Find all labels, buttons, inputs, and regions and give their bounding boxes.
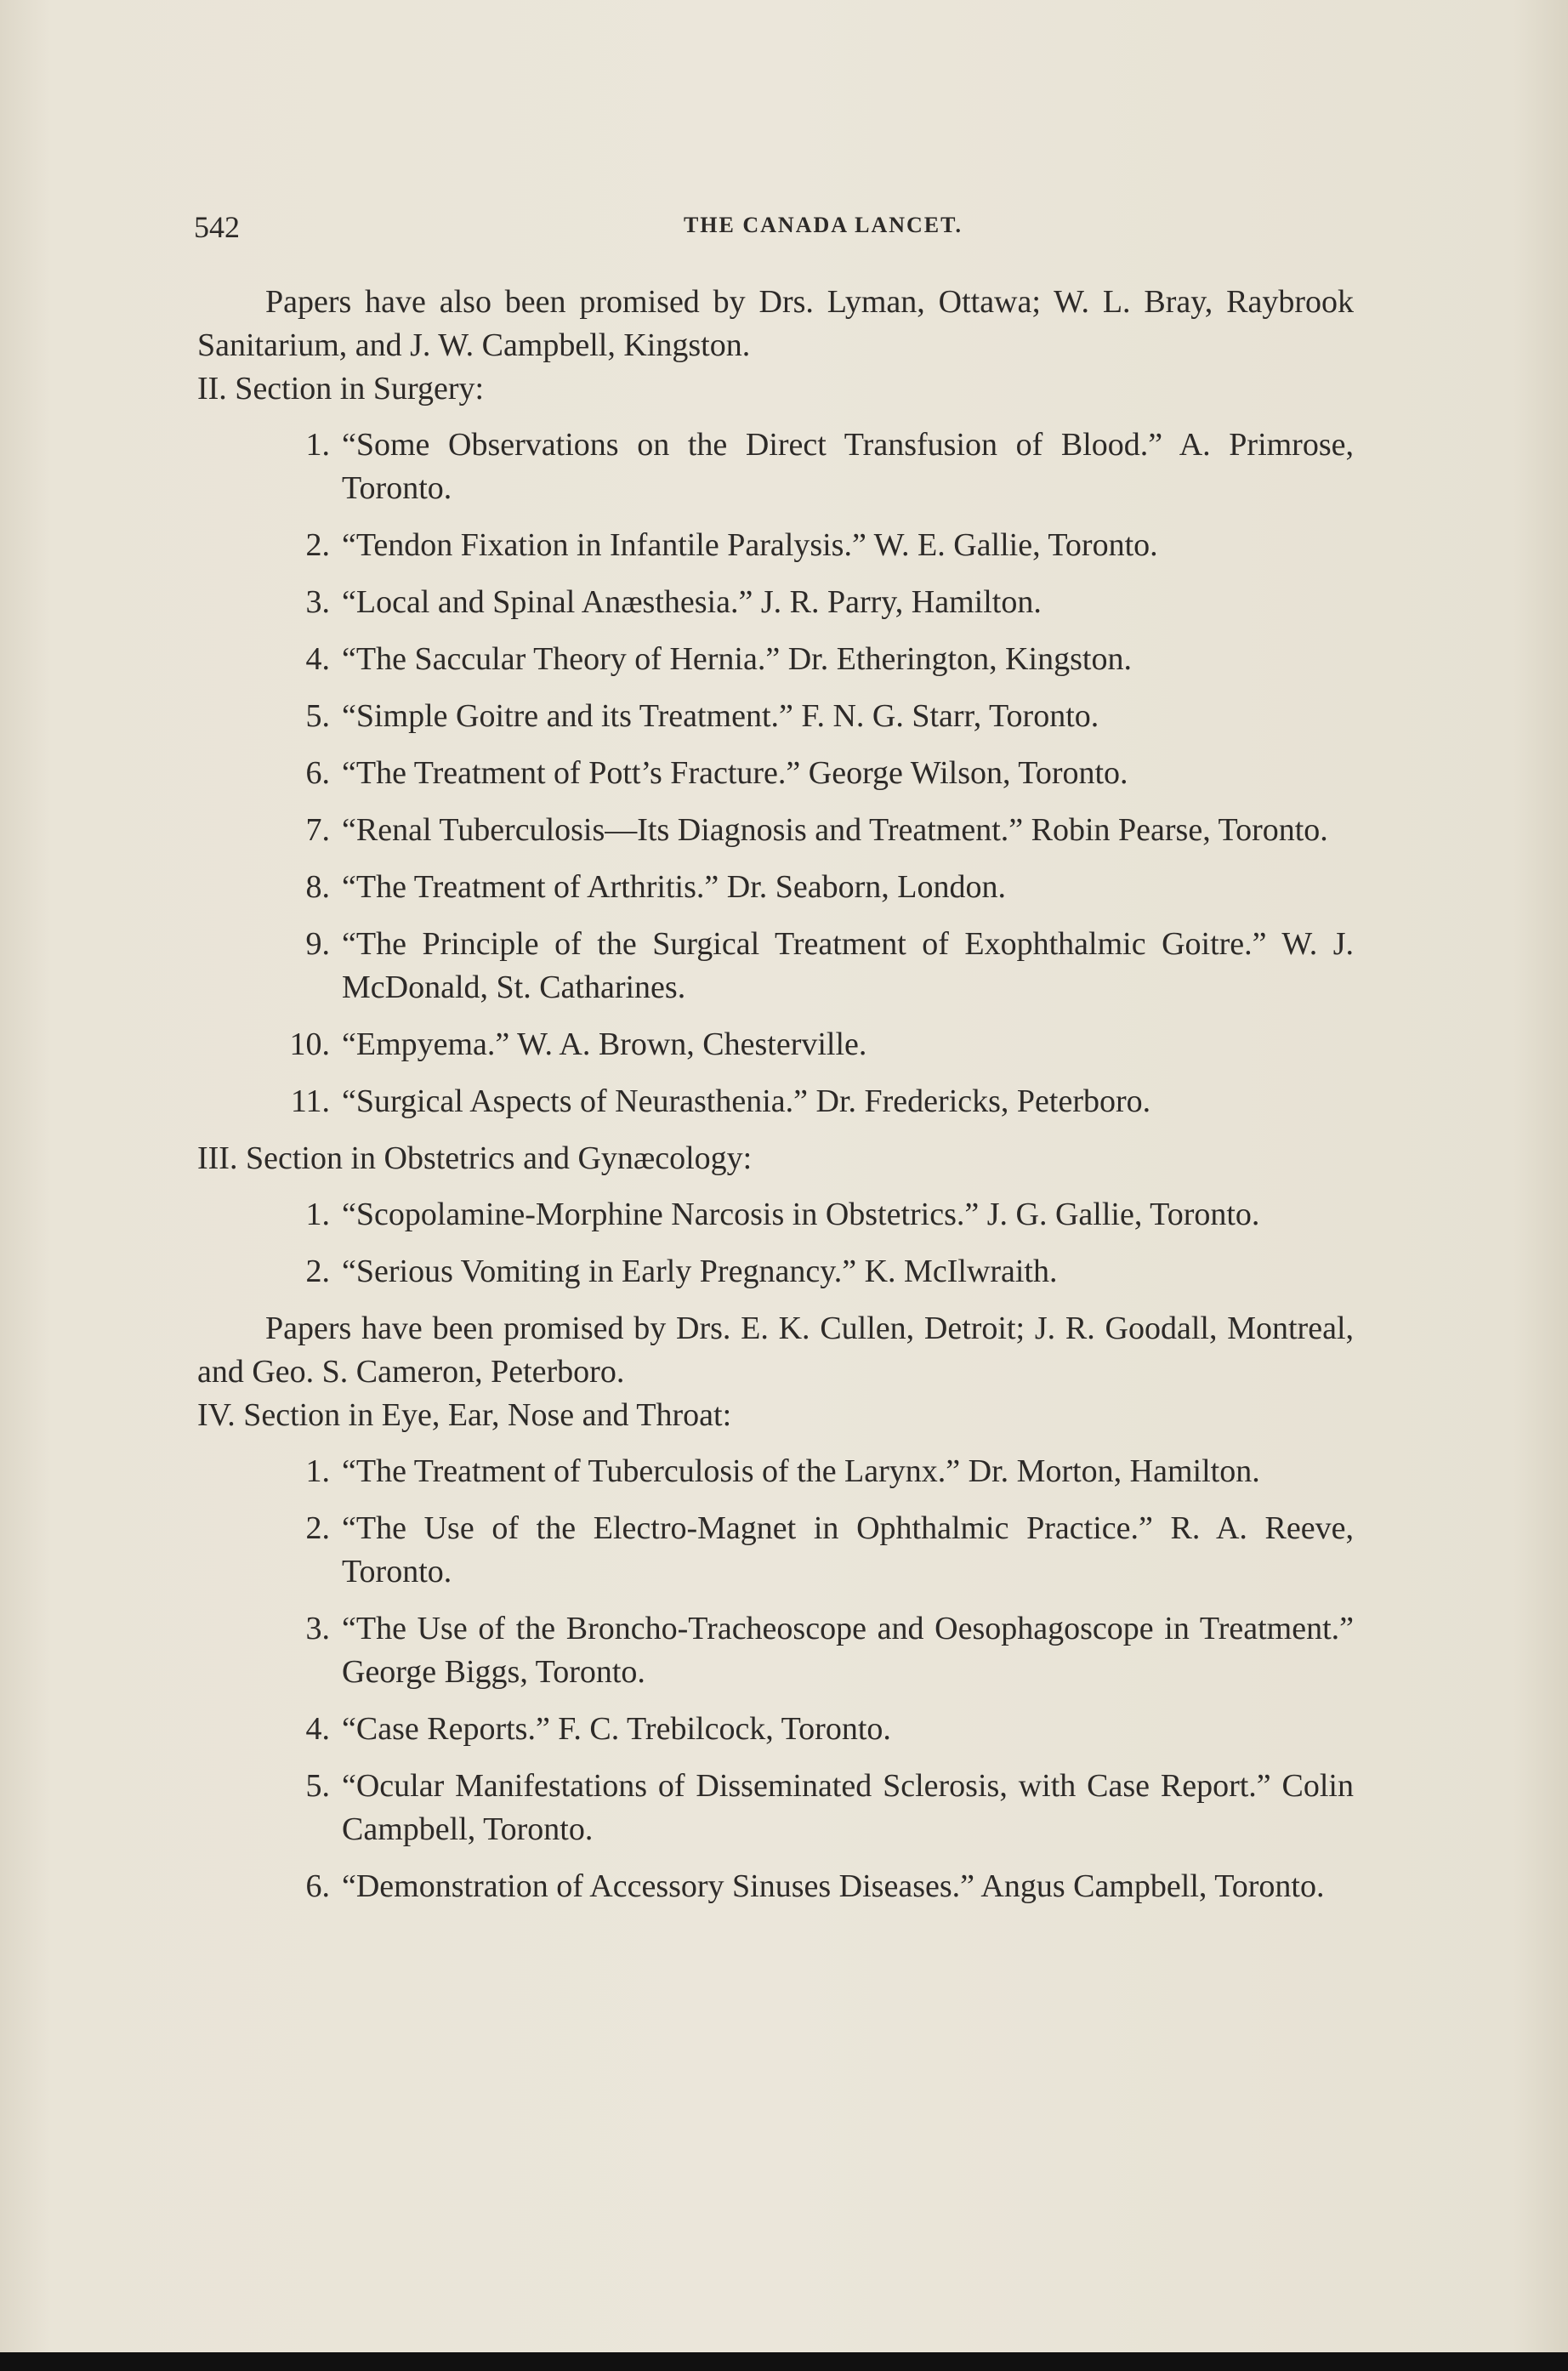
item-number: 3. [305, 1611, 330, 1646]
item-text: “Tendon Fixation in Infantile Paralysis.” W. E. Gallie, Toronto. [342, 527, 1158, 563]
list-item [197, 1507, 1354, 1594]
list-item [197, 1193, 1354, 1237]
item-text: “The Use of the Electro-Magnet in Ophthalmic Practice.” R. A. Reeve, Toronto. [342, 1510, 1354, 1589]
item-text: “Empyema.” W. A. Brown, Chesterville. [342, 1026, 867, 1062]
item-text: “Renal Tuberculosis—Its Diagnosis and Treatment.” Robin Pearse, Toronto. [342, 812, 1328, 848]
list-item [197, 1250, 1354, 1294]
item-number: 5. [305, 698, 330, 734]
page-number: 542 [194, 210, 240, 244]
intro-paragraph: Papers have also been promised by Drs. Lyman, Ottawa; W. L. Bray, Raybrook Sanitarium, and J. W. Campbell, Kingston. [197, 284, 1354, 363]
list-item [197, 524, 1354, 567]
item-number: 4. [305, 641, 330, 677]
list-item [197, 581, 1354, 624]
obstetrics-closing-paragraph: Papers have been promised by Drs. E. K. Cullen, Detroit; J. R. Goodall, Montreal, and Geo. S. Cameron, Peterboro. [197, 1311, 1354, 1390]
item-number: 11. [290, 1083, 330, 1119]
article-body [197, 281, 1354, 1922]
list-item [197, 1023, 1354, 1066]
list-item [197, 424, 1354, 510]
item-text: “Scopolamine-Morphine Narcosis in Obstetrics.” J. G. Gallie, Toronto. [342, 1197, 1260, 1232]
list-item [197, 638, 1354, 681]
list-item [197, 752, 1354, 795]
item-number: 1. [305, 1453, 330, 1489]
list-item [197, 923, 1354, 1009]
journal-title: THE CANADA LANCET. [683, 213, 963, 237]
item-text: “Demonstration of Accessory Sinuses Diseases.” Angus Campbell, Toronto. [342, 1868, 1325, 1904]
list-item [197, 695, 1354, 738]
item-number: 8. [305, 869, 330, 905]
item-text: “Case Reports.” F. C. Trebilcock, Toronto. [342, 1711, 891, 1747]
running-head [194, 209, 1376, 243]
item-number: 2. [305, 527, 330, 563]
section-heading-obstetrics: III. Section in Obstetrics and Gynæcology: [197, 1140, 753, 1176]
item-text: “Some Observations on the Direct Transfusion of Blood.” A. Primrose, Toronto. [342, 427, 1354, 506]
list-item [197, 1450, 1354, 1493]
item-number: 9. [305, 926, 330, 962]
item-text: “The Treatment of Tuberculosis of the Larynx.” Dr. Morton, Hamilton. [342, 1453, 1260, 1489]
item-text: “Simple Goitre and its Treatment.” F. N. G. Starr, Toronto. [342, 698, 1099, 734]
item-text: “Serious Vomiting in Early Pregnancy.” K. McIlwraith. [342, 1254, 1058, 1289]
item-number: 10. [289, 1026, 330, 1062]
item-number: 7. [305, 812, 330, 848]
item-text: “Surgical Aspects of Neurasthenia.” Dr. Fredericks, Peterboro. [342, 1083, 1151, 1119]
item-number: 3. [305, 584, 330, 620]
item-text: “Ocular Manifestations of Disseminated Sclerosis, with Case Report.” Colin Campbell, Toronto. [342, 1768, 1354, 1847]
list-item [197, 1607, 1354, 1694]
item-number: 2. [305, 1510, 330, 1546]
page-bottom-edge [0, 2352, 1568, 2371]
item-text: “The Treatment of Pott’s Fracture.” George Wilson, Toronto. [342, 755, 1128, 791]
item-number: 1. [305, 1197, 330, 1232]
item-number: 1. [305, 427, 330, 463]
list-item [197, 809, 1354, 852]
item-text: “The Saccular Theory of Hernia.” Dr. Etherington, Kingston. [342, 641, 1132, 677]
item-text: “The Use of the Broncho-Tracheoscope and Oesophagoscope in Treatment.” George Biggs, Toronto. [342, 1611, 1354, 1690]
item-number: 6. [305, 1868, 330, 1904]
section-heading-surgery: II. Section in Surgery: [197, 371, 485, 407]
list-item [197, 1765, 1354, 1851]
item-number: 2. [305, 1254, 330, 1289]
list-item [197, 1080, 1354, 1123]
item-text: “The Treatment of Arthritis.” Dr. Seaborn, London. [342, 869, 1006, 905]
list-item [197, 1708, 1354, 1751]
item-text: “The Principle of the Surgical Treatment of Exophthalmic Goitre.” W. J. McDonald, St. Catharines. [342, 926, 1354, 1005]
item-number: 6. [305, 755, 330, 791]
list-item [197, 866, 1354, 909]
section-heading-eye-ear-nose-throat: IV. Section in Eye, Ear, Nose and Throat: [197, 1397, 732, 1433]
list-item [197, 1865, 1354, 1908]
item-text: “Local and Spinal Anæsthesia.” J. R. Parry, Hamilton. [342, 584, 1042, 620]
item-number: 5. [305, 1768, 330, 1804]
item-number: 4. [305, 1711, 330, 1747]
